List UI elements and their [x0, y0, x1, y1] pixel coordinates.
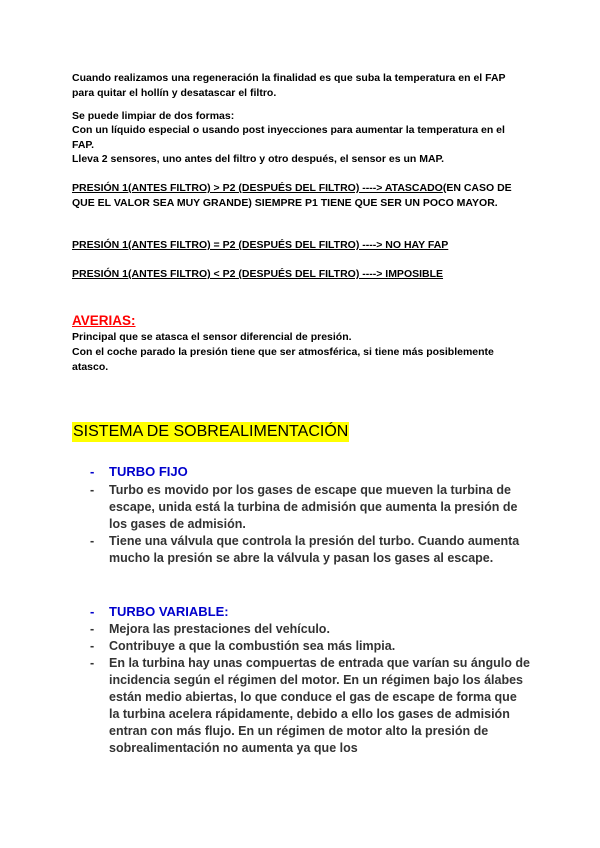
- list-item-text: Tiene una válvula que controla la presión del turbo. Cuando aumenta mucho la presión se abre la válvula y pasan los gases al escape.: [109, 534, 520, 565]
- section-title: SISTEMA DE SOBREALIMENTACIÓN: [73, 423, 349, 440]
- list-item: [90, 655, 530, 757]
- list-item-text: Contribuye a que la combustión sea más limpia.: [109, 639, 396, 653]
- bullet-dash: -: [90, 604, 95, 619]
- list-item-text: Turbo es movido por los gases de escape que mueven la turbina de escape, unida está la turbina de admisión que aumenta la presión de los gases de admisión.: [109, 483, 518, 531]
- list-item: [90, 621, 530, 638]
- list-item-text: Mejora las prestaciones del vehículo.: [109, 622, 330, 636]
- list-item: [90, 482, 530, 533]
- bullet-dash: -: [90, 483, 95, 497]
- bullet-dash: -: [90, 639, 95, 653]
- averias-heading: AVERIAS:: [72, 313, 136, 328]
- bullet-dash: -: [90, 534, 95, 548]
- turbo-variable-heading-text: TURBO VARIABLE:: [109, 604, 229, 619]
- sensors-text: Lleva 2 sensores, uno antes del filtro y otro después, el sensor es un MAP.: [72, 153, 445, 165]
- bullet-dash: -: [90, 464, 95, 479]
- averias-line-2: Con el coche parado la presión tiene que ser atmosférica, si tiene más posiblemente atasco.: [72, 346, 494, 373]
- pressure-rule-1-rest: (EN CASO DE QUE EL VALOR SEA MUY GRANDE) SIEMPRE P1 TIENE QUE SER UN POCO MAYOR.: [72, 182, 512, 209]
- bullet-dash: -: [90, 622, 95, 636]
- list-item: [90, 533, 530, 567]
- cleaning-methods-text: Con un líquido especial o usando post inyecciones para aumentar la temperatura en el FAP.: [72, 124, 505, 151]
- turbo-fijo-heading-text: TURBO FIJO: [109, 464, 188, 479]
- pressure-rule-1-underlined: PRESIÓN 1(ANTES FILTRO) > P2 (DESPUÉS DEL FILTRO) ----> ATASCADO: [72, 182, 443, 194]
- turbo-variable-heading: [90, 603, 229, 620]
- pressure-rule-1: [72, 181, 527, 211]
- turbo-fijo-heading: [90, 463, 188, 480]
- averias-line-1: Principal que se atasca el sensor diferencial de presión.: [72, 331, 352, 343]
- pressure-rule-3: PRESIÓN 1(ANTES FILTRO) < P2 (DESPUÉS DEL FILTRO) ----> IMPOSIBLE: [72, 268, 444, 280]
- pressure-rule-2: PRESIÓN 1(ANTES FILTRO) = P2 (DESPUÉS DEL FILTRO) ----> NO HAY FAP: [72, 239, 449, 251]
- bullet-dash: -: [90, 656, 95, 670]
- intro-paragraph: Cuando realizamos una regeneración la finalidad es que suba la temperatura en el FAP para quitar el hollín y desatascar el filtro.: [72, 72, 506, 99]
- cleaning-methods-heading: Se puede limpiar de dos formas:: [72, 110, 235, 122]
- list-item-text: En la turbina hay unas compuertas de entrada que varían su ángulo de incidencia según el régimen del motor. En un régimen bajo los álabes están medio abiertas, lo que conduce el gas de escape de forma que la turbina acelera rápidamente, debido a ello los gases de admisión entran con más flujo. En un régimen de motor alto la presión de sobrealimentación no aumenta ya que los: [109, 656, 530, 755]
- list-item: [90, 638, 530, 655]
